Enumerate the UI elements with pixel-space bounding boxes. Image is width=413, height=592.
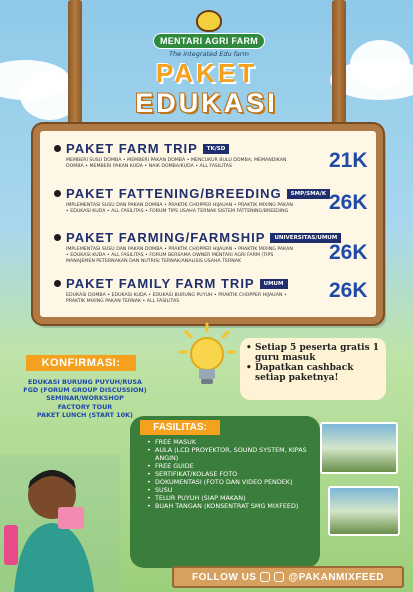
package-item bbox=[54, 276, 374, 305]
follow-label: FOLLOW US bbox=[191, 571, 257, 583]
logo-sun-icon bbox=[196, 10, 222, 32]
fasilitas-title: FASILITAS: bbox=[140, 420, 220, 435]
audience-badge: SMP/SMA/K bbox=[287, 189, 330, 199]
brand-logo bbox=[150, 10, 268, 58]
package-name: PAKET FARM TRIP bbox=[66, 141, 198, 156]
list-item: • AULA (LCD PROYEKTOR, SOUND SYSTEM, KIPAS ANGIN) bbox=[147, 446, 322, 462]
konfirmasi-list bbox=[10, 378, 160, 419]
instagram-icon[interactable] bbox=[274, 572, 284, 582]
audience-badge: UNIVERSITAS/UMUM bbox=[270, 233, 341, 243]
list-item: • SERTIFIKAT/KOLASE FOTO bbox=[147, 470, 322, 478]
logo-name: MENTARI AGRI FARM bbox=[153, 33, 265, 49]
package-name: PAKET FARMING/FARMSHIP bbox=[66, 230, 266, 245]
bullet-icon bbox=[54, 145, 61, 152]
social-handle[interactable]: @PAKANMIXFEED bbox=[288, 571, 384, 583]
tiktok-icon[interactable] bbox=[260, 572, 270, 582]
package-price: 26K bbox=[329, 279, 368, 302]
package-description: IMPLEMENTASI SUSU DAN PAKAN DOMBA • PRAKTIK CHOPPER HIJAUAN • PRAKTIK MIXING PAKAN • EDUKASI KUDA • ALL FASILITAS • FORUM BERSAMA OWNER MENTARI AGRI FARM (TIPS MANAJEMEN PETERNAKAN DAN NUTRISI TERNAK/ANALISIS USAHA TERNAK bbox=[66, 247, 293, 264]
package-item bbox=[54, 141, 374, 170]
package-description: IMPLEMENTASI SUSU DAN PAKAN DOMBA • PRAKTIK CHOPPER HIJAUAN • PRAKTIK MIXING PAKAN • EDUKASI KUDA • ALL FASILITAS • FORUM TIPS USAHA TERNAK SISTEM FATTENING/BREEDING bbox=[66, 203, 293, 214]
bullet-icon bbox=[54, 190, 61, 197]
package-price: 26K bbox=[329, 241, 368, 264]
list-item: SEMINAR/WORKSHOP bbox=[46, 394, 124, 403]
list-item: PAKET LUNCH (START 10K) bbox=[37, 410, 133, 419]
list-item: • FREE GUIDE bbox=[147, 462, 322, 470]
package-description: MEMBERI SUSU DOMBA • MEMBERI PAKAN DOMBA • MENCUKUR BULU DOMBA, MEMANDIKAN DOMBA • MEMBERI PAKAN KUDA • NAIK DOMBA/KUDA • ALL FASILITAS bbox=[66, 158, 287, 169]
page-title-line2: EDUKASI bbox=[135, 88, 278, 118]
audience-badge: UMUM bbox=[260, 279, 288, 289]
fasilitas-list bbox=[147, 438, 322, 510]
package-item bbox=[54, 186, 374, 215]
promo-item: • Setiap 5 peserta gratis 1 guru masuk bbox=[246, 343, 380, 363]
package-name: PAKET FAMILY FARM TRIP bbox=[66, 276, 255, 291]
child-photo bbox=[0, 455, 120, 592]
list-item: • FREE MASUK bbox=[147, 438, 322, 446]
promo-item: • Dapatkan cashback setiap paketnya! bbox=[246, 363, 380, 383]
page-title-line1: PAKET bbox=[155, 58, 258, 88]
lightbulb-icon bbox=[178, 322, 236, 388]
package-item bbox=[54, 230, 374, 265]
package-board bbox=[33, 124, 383, 324]
audience-badge: TK/SD bbox=[203, 144, 230, 154]
group-photo-2 bbox=[328, 486, 400, 536]
group-photo-1 bbox=[320, 422, 398, 474]
list-item: • BUAH TANGAN (KONSENTRAT SMG MIXFEED) bbox=[147, 502, 322, 510]
list-item: EDUKASI BURUNG PUYUH/RUSA bbox=[28, 378, 142, 386]
promo-box bbox=[240, 338, 386, 400]
list-item: • TELUR PUYUH (SIAP MAKAN) bbox=[147, 494, 322, 502]
bullet-icon bbox=[54, 234, 61, 241]
list-item: FGD (FORUM GROUP DISCUSSION) bbox=[23, 386, 147, 395]
bullet-icon bbox=[54, 280, 61, 287]
package-price: 26K bbox=[329, 191, 368, 214]
package-name: PAKET FATTENING/BREEDING bbox=[66, 186, 282, 201]
package-price: 21K bbox=[329, 149, 368, 172]
footer-bar bbox=[172, 566, 404, 588]
package-description: EDUKASI DOMBA • EDUKASI KUDA • EDUKASI BURUNG PUYUH • PRAKTIK CHOPPER HIJAUAN • PRAKTIK MIXING PAKAN TERNAK • ALL FASILITAS bbox=[66, 293, 287, 304]
logo-tagline: The integrated Edu farm bbox=[169, 50, 249, 58]
list-item: • DOKUMENTASI (FOTO DAN VIDEO PENDEK) bbox=[147, 478, 322, 486]
konfirmasi-title: KONFIRMASI: bbox=[26, 355, 136, 371]
list-item: FACTORY TOUR bbox=[57, 402, 113, 411]
list-item: • SUSU bbox=[147, 486, 322, 494]
